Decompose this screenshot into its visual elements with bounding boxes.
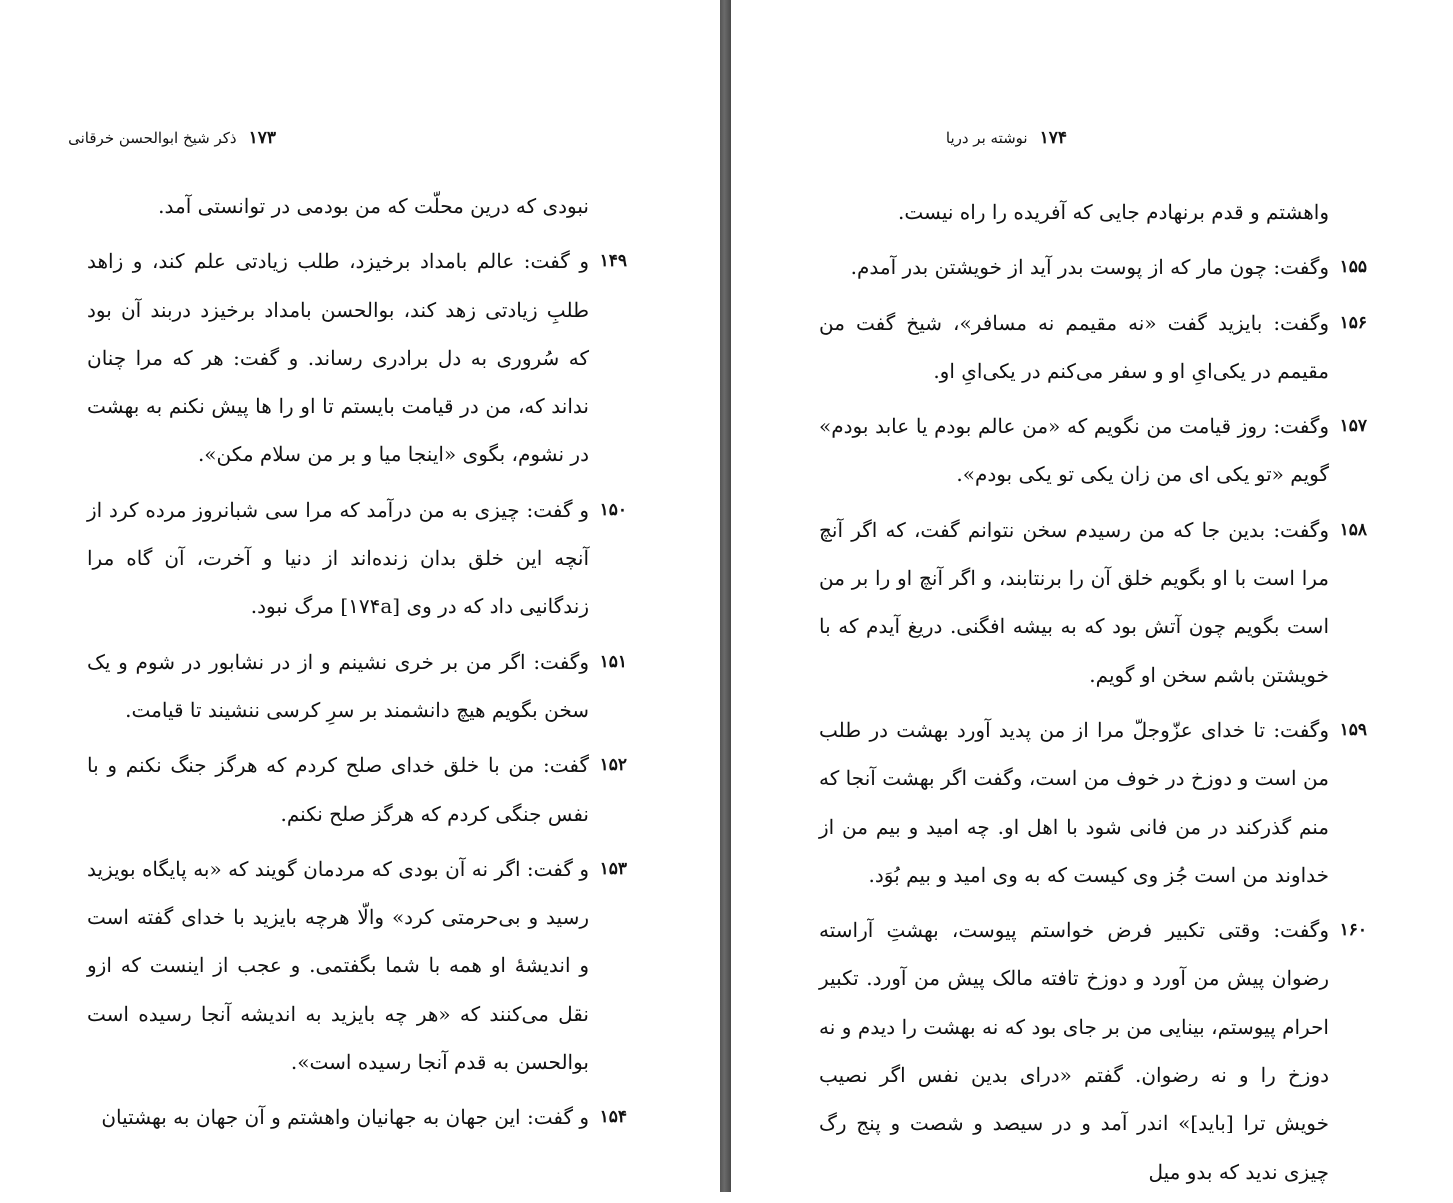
- paragraph-number: ۱۵۴: [599, 1107, 627, 1128]
- paragraph-number: ۱۵۶: [1339, 312, 1367, 333]
- paragraph-text: گفت: من با خلق خدای صلح کردم که هرگز جنگ نکنم و با نفس جنگی کردم که هرگز صلح نکنم.: [87, 753, 589, 826]
- book-gutter: [720, 0, 731, 1192]
- right-running-title: نوشته بر دریا: [945, 129, 1028, 147]
- paragraph-number: ۱۵۱: [599, 651, 627, 672]
- left-page: [0, 0, 720, 1192]
- left-text-column: [87, 182, 627, 1149]
- paragraph-152: [87, 741, 627, 838]
- paragraph-149: [87, 237, 627, 478]
- paragraph-number: ۱۵۲: [599, 755, 627, 776]
- paragraph-text: وگفت: بایزید گفت «نه مقیمم نه مسافر»، شیخ گفت من مقیمم در یکی‌ایِ او و سفر می‌کنم در یکی‌ایِ او.: [819, 310, 1329, 383]
- paragraph-number: ۱۴۹: [599, 251, 627, 272]
- left-page-number: ۱۷۳: [248, 128, 276, 148]
- paragraph-156: [819, 299, 1367, 396]
- paragraph-151: [87, 638, 627, 735]
- paragraph-text: وگفت: بدین جا که من رسیدم سخن نتوانم گفت، که اگر آنچ مرا است با او بگویم خلق آن را برنتابند، و اگر آنچ او را بر من است بگویم چون آتش بود که به بیشه افگنی. دریغ آیدم که با خویشتن باشم سخن او گویم.: [819, 517, 1329, 687]
- right-page-number: ۱۷۴: [1039, 128, 1067, 148]
- paragraph-150: [87, 486, 627, 631]
- paragraph-number: ۱۵۹: [1339, 719, 1367, 740]
- paragraph-number: ۱۶۰: [1339, 920, 1367, 941]
- paragraph-154: [87, 1093, 627, 1141]
- paragraph-158: [819, 506, 1367, 699]
- paragraph-text: وگفت: روز قیامت من نگویم که «من عالم بودم یا عابد بودم» گویم «تو یکی ای من زان یکی تو یکی بودم».: [819, 414, 1329, 487]
- paragraph-160: [819, 906, 1367, 1196]
- paragraph-number: ۱۵۷: [1339, 416, 1367, 437]
- paragraph-text: وگفت: تا خدای عزّوجلّ مرا از من پدید آورد بهشت در طلب من است و دوزخ در خوف من است، وگفت اگر بهشت آنجا که منم گذرکند در من فانی شود با اهل او. چه امید و بیم من از خداوند من است جُز وی کیست که به وی امید و بیم بُوَد.: [819, 717, 1329, 887]
- right-text-column: [819, 188, 1367, 1203]
- left-running-title: ذکر شیخ ابوالحسن خرقانی: [68, 129, 237, 147]
- paragraph-number: ۱۵۳: [599, 858, 627, 879]
- paragraph-157: [819, 402, 1367, 499]
- right-continuation-text: واهشتم و قدم برنهادم جایی که آفریده را راه نیست.: [897, 200, 1329, 224]
- paragraph-text: و گفت: اگر نه آن بودی که مردمان گویند که «به پایگاه بویزید رسید و بی‌حرمتی کرد» والّا هرچه بایزید با خدای گفته است و اندیشهٔ او همه با شما بگفتمی. و عجب از اینست که ازو نقل می‌کنند که «هر چه بایزید به اندیشه آنجا رسیده است بوالحسن به قدم آنجا رسیده است».: [87, 856, 589, 1075]
- left-continuation-text: نبودی که درین محلّت که من بودمی در توانستی آمد.: [158, 194, 589, 218]
- paragraph-number: ۱۵۵: [1339, 257, 1367, 278]
- paragraph-text: و گفت: عالم بامداد برخیزد، طلب زیادتی علم کند، و زاهد طلبِ زیادتی زهد کند، بوالحسن بامداد برخیزد دربند آن بود که سُروری به دل برادری رساند. و گفت: هر که مرا چنان نداند که، من در قیامت بایستم تا او را ها پیش نکنم به بهشت در نشوم، بگوی «اینجا میا و بر من سلام مکن».: [87, 249, 589, 467]
- paragraph-text: وگفت: وقتی تکبیر فرض خواستم پیوست، بهشتِ آراسته رضوان پیش من آورد و دوزخ تافته مالک پیش من آورد. تکبیر احرام پیوستم، بینایی من بر جای بود که نه بهشت را دیدم و نه دوزخ را و نه رضوان. گفتم «درای بدین نفس اگر نصیب خویش ترا [باید]» اندر آمد و در سیصد و شصت و پنج رگ چیزی ندید که بدو میل: [819, 918, 1329, 1184]
- paragraph-number: ۱۵۸: [1339, 519, 1367, 540]
- paragraph-155: [819, 243, 1367, 291]
- paragraph-text: وگفت: اگر من بر خری نشینم و از در نشابور در شوم و یک سخن بگویم هیچ دانشمند بر سرِ کرسی ننشیند تا قیامت.: [87, 649, 589, 722]
- paragraph-text: و گفت: این جهان به جهانیان واهشتم و آن جهان به بهشتیان: [101, 1105, 589, 1130]
- paragraph-text: وگفت: چون مار که از پوست بدر آید از خویشتن بدر آمدم.: [850, 255, 1329, 280]
- right-page: [731, 0, 1453, 1192]
- right-running-head: [946, 128, 1067, 148]
- paragraph-number: ۱۵۰: [599, 499, 627, 520]
- paragraph-text: و گفت: چیزی به من درآمد که مرا سی شبانروز مرده کرد از آنچه این خلق بدان زنده‌اند از دنیا و آخرت، آن گاه مرا زندگانیی داد که در وی [۱۷۴a] مرگ نبود.: [87, 497, 589, 619]
- paragraph-153: [87, 845, 627, 1086]
- left-running-head: [68, 128, 276, 148]
- paragraph-159: [819, 706, 1367, 899]
